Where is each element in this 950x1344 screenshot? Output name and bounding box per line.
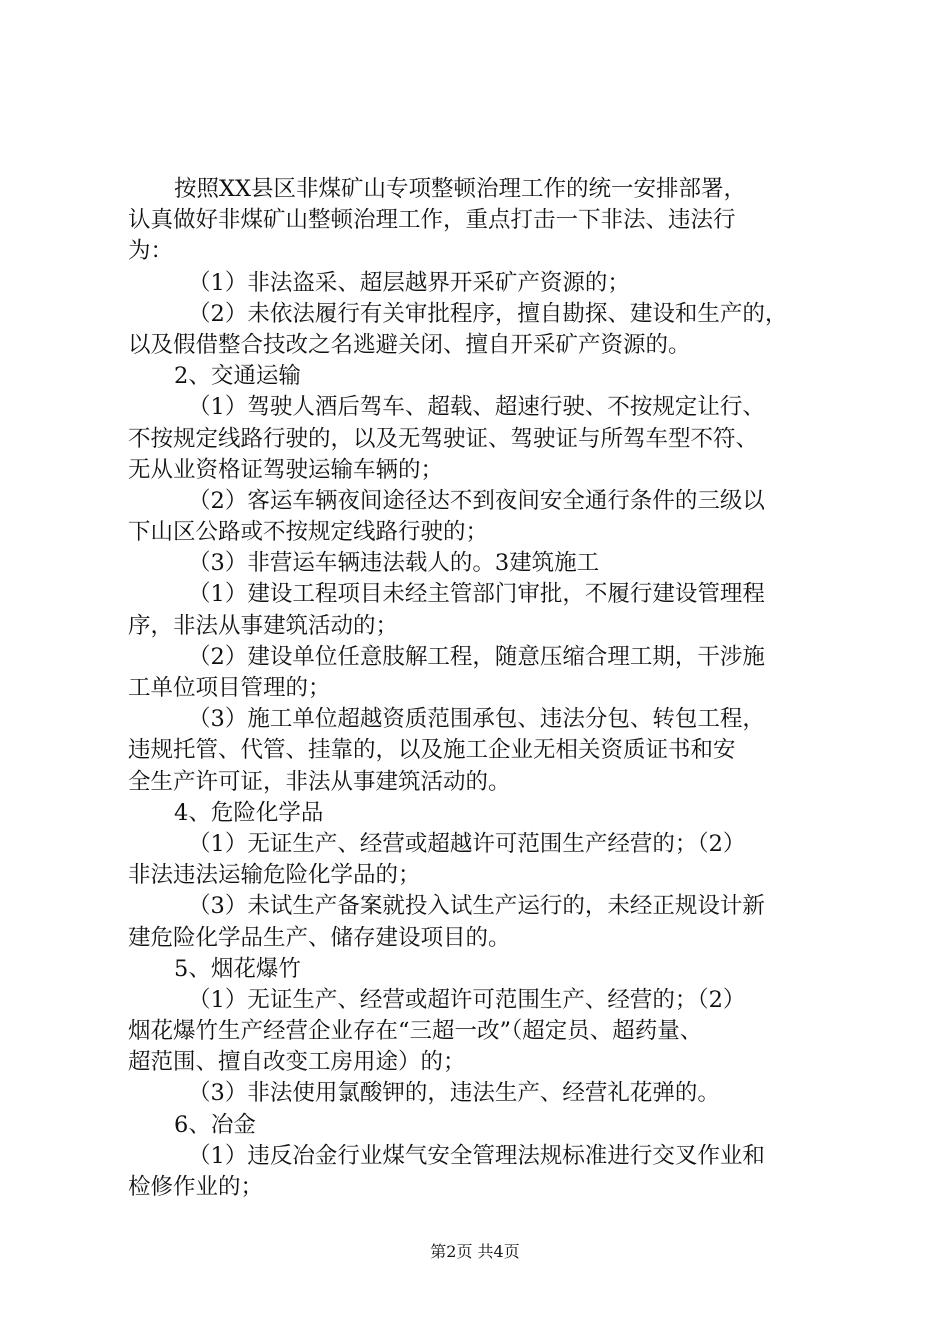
text-line: 5、烟花爆竹 (174, 955, 301, 982)
text-line: 2、交通运输 (174, 363, 301, 390)
text-line: 下山区公路或不按规定线路行驶的； (128, 519, 489, 546)
text-line: （1）无证生产、经营或超许可范围生产、经营的；（2） (188, 986, 746, 1013)
text-line: 全生产许可证，非法从事建筑活动的。 (128, 768, 511, 795)
text-line: （1）建设工程项目未经主管部门审批，不履行建设管理程 (188, 581, 765, 608)
text-line: 4、危险化学品 (174, 799, 324, 826)
text-line: （3）非法使用氯酸钾的，违法生产、经营礼花弹的。 (188, 1080, 720, 1107)
text-line: 违规托管、代管、挂靠的，以及施工企业无相关资质证书和安 (128, 737, 736, 764)
text-line: 序，非法从事建筑活动的； (128, 612, 399, 639)
text-line: 认真做好非煤矿山整顿治理工作，重点打击一下非法、违法行 (128, 207, 736, 234)
text-line: （1）非法盗采、超层越界开采矿产资源的； (188, 269, 630, 296)
text-line: 烟花爆竹生产经营企业存在“三超一改”（超定员、超药量、 (128, 1018, 703, 1045)
text-line: 6、冶金 (174, 1111, 256, 1138)
text-line: （1）无证生产、经营或超越许可范围生产经营的；（2） (188, 830, 746, 857)
text-line: 建危险化学品生产、储存建设项目的。 (128, 924, 511, 951)
text-line: 按照XX县区非煤矿山专项整顿治理工作的统一安排部署， (174, 176, 747, 202)
text-line: 不按规定线路行驶的，以及无驾驶证、驾驶证与所驾车型不符、 (128, 425, 759, 452)
text-line: （1）违反冶金行业煤气安全管理法规标准进行交叉作业和 (188, 1142, 765, 1169)
text-line: 非法违法运输危险化学品的； (128, 862, 421, 889)
text-line: 检修作业的； (128, 1174, 264, 1200)
text-line: （2）客运车辆夜间途径达不到夜间安全通行条件的三级以 (188, 487, 765, 514)
text-line: （1）驾驶人酒后驾车、超载、超速行驶、不按规定让行、 (188, 394, 765, 421)
page-footer: 第2页 共4页 (430, 1242, 520, 1261)
text-line: 超范围、擅自改变工房用途）的； (128, 1049, 466, 1076)
text-line: （2）未依法履行有关审批程序，擅自勘探、建设和生产的， (188, 300, 788, 327)
text-line: 无从业资格证驾驶运输车辆的； (128, 456, 444, 483)
document-body (128, 174, 834, 1203)
text-line: 以及假借整合技改之名逃避关闭、擅自开采矿产资源的。 (128, 331, 691, 358)
text-line: （2）建设单位任意肢解工程，随意压缩合理工期，干涉施 (188, 643, 765, 670)
text-line: （3）施工单位超越资质范围承包、违法分包、转包工程， (188, 706, 765, 733)
text-line: （3）非营运车辆违法载人的。3建筑施工 (188, 550, 600, 577)
text-line: （3）未试生产备案就投入试生产运行的，未经正规设计新 (188, 893, 765, 920)
text-line: 工单位项目管理的； (128, 675, 331, 701)
text-line: 为： (128, 238, 174, 265)
